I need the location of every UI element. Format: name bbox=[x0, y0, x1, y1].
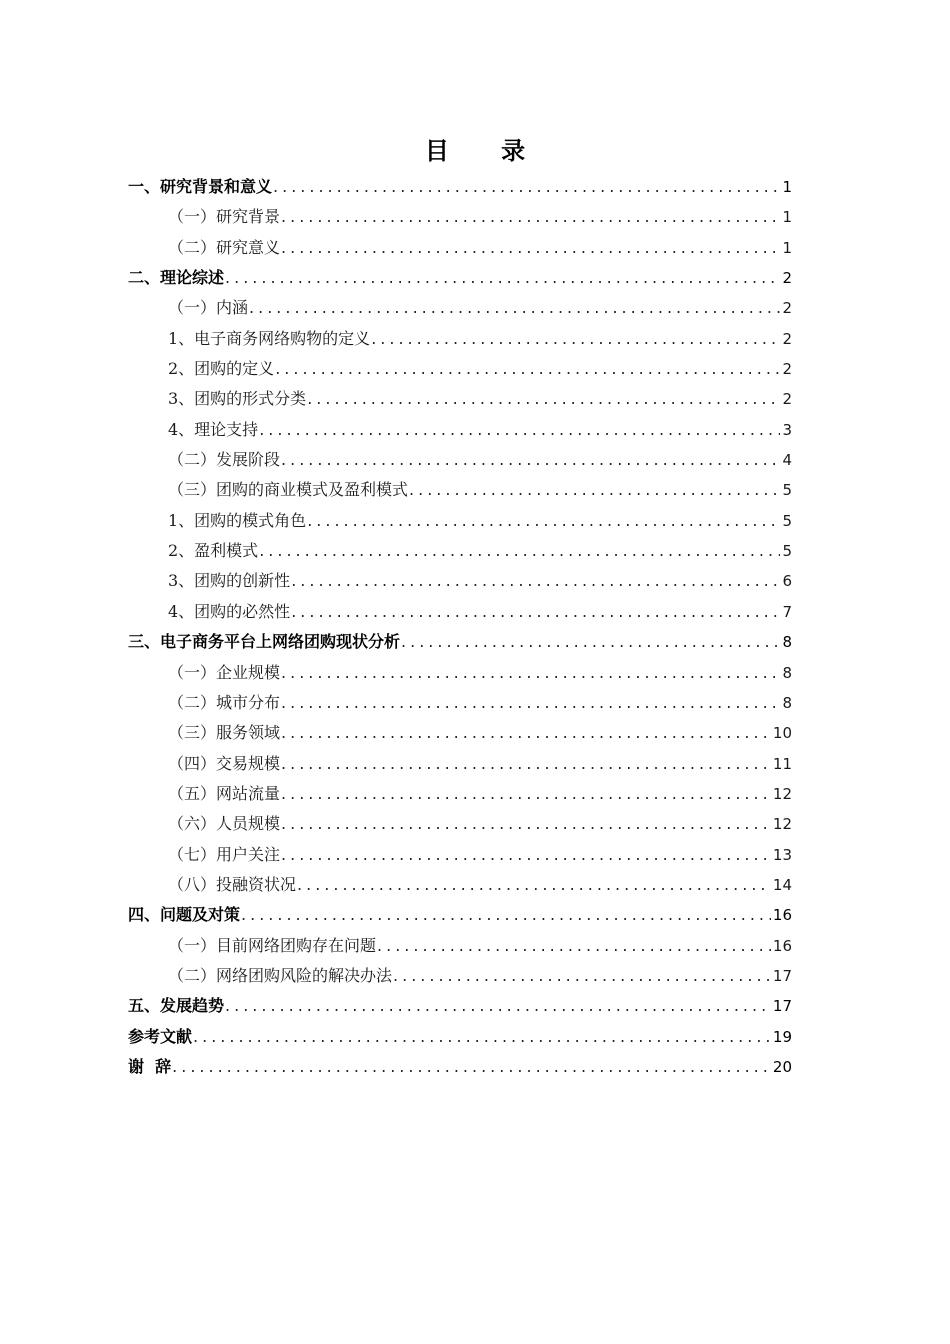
toc-entry-label: 4、团购的必然性 bbox=[168, 601, 291, 621]
toc-dot-leader bbox=[193, 1027, 771, 1046]
toc-dot-leader bbox=[281, 754, 771, 773]
toc-entry-label: 五、发展趋势 bbox=[128, 996, 225, 1016]
toc-page-number: 1 bbox=[782, 208, 792, 227]
toc-entry[interactable] bbox=[128, 781, 792, 811]
toc-title: 目 录 bbox=[424, 137, 548, 165]
toc-page-number: 12 bbox=[772, 815, 792, 834]
toc-entry-label: （一）企业规模 bbox=[168, 662, 281, 682]
toc-entry-label: （五）网站流量 bbox=[168, 783, 281, 803]
toc-page-number: 2 bbox=[782, 269, 792, 288]
toc-entry-label: 2、团购的定义 bbox=[168, 359, 275, 379]
toc-entry-label: （一）研究背景 bbox=[168, 207, 281, 227]
toc-dot-leader bbox=[377, 936, 771, 955]
toc-entry[interactable] bbox=[128, 356, 792, 386]
toc-page-number: 5 bbox=[782, 511, 792, 530]
toc-entry[interactable] bbox=[128, 295, 792, 325]
toc-page-number: 3 bbox=[782, 420, 792, 439]
toc-dot-leader bbox=[249, 298, 780, 317]
toc-entry[interactable] bbox=[128, 720, 792, 750]
toc-entry-label: 3、团购的创新性 bbox=[168, 571, 291, 591]
toc-entry[interactable] bbox=[128, 933, 792, 963]
toc-dot-leader bbox=[307, 511, 780, 530]
toc-entry[interactable] bbox=[128, 265, 792, 295]
toc-dot-leader bbox=[273, 177, 780, 196]
toc-page-number: 8 bbox=[782, 633, 792, 652]
toc-dot-leader bbox=[307, 389, 780, 408]
toc-page-number: 12 bbox=[772, 784, 792, 803]
toc-entry-label: 四、问题及对策 bbox=[128, 905, 241, 925]
table-of-contents bbox=[128, 174, 792, 1084]
toc-entry[interactable] bbox=[128, 477, 792, 507]
toc-entry-label: （四）交易规模 bbox=[168, 753, 281, 773]
toc-entry-label: （二）发展阶段 bbox=[168, 450, 281, 470]
toc-entry-label: 1、电子商务网络购物的定义 bbox=[168, 328, 371, 348]
toc-dot-leader bbox=[281, 450, 780, 469]
toc-entry[interactable] bbox=[128, 174, 792, 204]
toc-page-number: 10 bbox=[772, 724, 792, 743]
toc-entry[interactable] bbox=[128, 629, 792, 659]
toc-dot-leader bbox=[281, 207, 780, 226]
toc-dot-leader bbox=[259, 541, 780, 560]
toc-dot-leader bbox=[281, 845, 771, 864]
toc-entry-label: 一、研究背景和意义 bbox=[128, 177, 273, 196]
toc-page-number: 1 bbox=[782, 238, 792, 257]
toc-page-number: 2 bbox=[782, 329, 792, 348]
toc-entry[interactable] bbox=[128, 538, 792, 568]
toc-entry-label: 谢 辞 bbox=[128, 1056, 172, 1076]
toc-entry[interactable] bbox=[128, 902, 792, 932]
toc-page-number: 6 bbox=[782, 572, 792, 591]
toc-page-number: 11 bbox=[772, 754, 792, 773]
toc-page-number: 8 bbox=[782, 693, 792, 712]
toc-entry[interactable] bbox=[128, 599, 792, 629]
toc-dot-leader bbox=[281, 814, 771, 833]
toc-page-number: 1 bbox=[782, 178, 792, 196]
toc-dot-leader bbox=[281, 784, 771, 803]
toc-dot-leader bbox=[281, 693, 780, 712]
toc-entry[interactable] bbox=[128, 872, 792, 902]
toc-entry-label: （二）研究意义 bbox=[168, 237, 281, 257]
toc-page-number: 4 bbox=[782, 451, 792, 470]
toc-entry-label: （二）城市分布 bbox=[168, 692, 281, 712]
toc-entry[interactable] bbox=[128, 204, 792, 234]
toc-entry[interactable] bbox=[128, 1024, 792, 1054]
toc-dot-leader bbox=[291, 571, 780, 590]
toc-dot-leader bbox=[281, 238, 780, 257]
toc-dot-leader bbox=[225, 268, 780, 287]
toc-dot-leader bbox=[297, 875, 771, 894]
toc-entry[interactable] bbox=[128, 842, 792, 872]
toc-dot-leader bbox=[401, 632, 780, 651]
toc-entry-label: 1、团购的模式角色 bbox=[168, 510, 307, 530]
toc-dot-leader bbox=[172, 1057, 771, 1076]
toc-entry-label: （七）用户关注 bbox=[168, 844, 281, 864]
toc-dot-leader bbox=[393, 966, 771, 985]
toc-page-number: 8 bbox=[782, 663, 792, 682]
toc-page-number: 16 bbox=[772, 906, 792, 925]
toc-page-number: 17 bbox=[772, 997, 792, 1016]
toc-entry[interactable] bbox=[128, 963, 792, 993]
toc-page-number: 5 bbox=[782, 481, 792, 500]
toc-dot-leader bbox=[291, 602, 780, 621]
toc-page-number: 13 bbox=[772, 845, 792, 864]
toc-page-number: 2 bbox=[782, 299, 792, 318]
toc-dot-leader bbox=[275, 359, 780, 378]
toc-page-number: 2 bbox=[782, 360, 792, 379]
toc-dot-leader bbox=[371, 329, 780, 348]
toc-page-number: 5 bbox=[782, 542, 792, 561]
toc-dot-leader bbox=[259, 420, 780, 439]
toc-entry[interactable] bbox=[128, 993, 792, 1023]
toc-page-number: 7 bbox=[782, 602, 792, 621]
toc-entry-label: （二）网络团购风险的解决办法 bbox=[168, 965, 393, 985]
toc-entry-label: 3、团购的形式分类 bbox=[168, 389, 307, 409]
toc-entry-label: 三、电子商务平台上网络团购现状分析 bbox=[128, 632, 401, 652]
toc-entry-label: （六）人员规模 bbox=[168, 814, 281, 834]
toc-page-number: 2 bbox=[782, 390, 792, 409]
toc-entry-label: （三）服务领域 bbox=[168, 723, 281, 743]
toc-entry[interactable] bbox=[128, 326, 792, 356]
toc-entry-label: 4、理论支持 bbox=[168, 419, 259, 439]
toc-page-number: 16 bbox=[772, 936, 792, 955]
toc-page-number: 17 bbox=[772, 966, 792, 985]
toc-entry[interactable] bbox=[128, 568, 792, 598]
toc-dot-leader bbox=[241, 905, 771, 924]
toc-entry[interactable] bbox=[128, 417, 792, 447]
toc-entry[interactable] bbox=[128, 386, 792, 416]
toc-entry-label: 二、理论综述 bbox=[128, 268, 225, 288]
toc-entry-label: （一）目前网络团购存在问题 bbox=[168, 935, 377, 955]
toc-entry[interactable] bbox=[128, 1054, 792, 1084]
toc-entry-label: 参考文献 bbox=[128, 1026, 193, 1046]
toc-entry-label: （一）内涵 bbox=[168, 298, 249, 318]
toc-entry[interactable] bbox=[128, 508, 792, 538]
toc-entry-label: （八）投融资状况 bbox=[168, 874, 297, 894]
toc-entry[interactable] bbox=[128, 235, 792, 265]
toc-entry[interactable] bbox=[128, 447, 792, 477]
toc-page-number: 19 bbox=[772, 1027, 792, 1046]
toc-page-number: 14 bbox=[772, 875, 792, 894]
toc-entry[interactable] bbox=[128, 690, 792, 720]
toc-dot-leader bbox=[281, 663, 780, 682]
toc-dot-leader bbox=[281, 723, 771, 742]
toc-dot-leader bbox=[225, 996, 771, 1015]
toc-entry-label: 2、盈利模式 bbox=[168, 541, 259, 561]
toc-entry[interactable] bbox=[128, 660, 792, 690]
toc-entry[interactable] bbox=[128, 751, 792, 781]
toc-dot-leader bbox=[409, 480, 780, 499]
toc-entry[interactable] bbox=[128, 811, 792, 841]
toc-page-number: 20 bbox=[772, 1057, 792, 1076]
toc-entry-label: （三）团购的商业模式及盈利模式 bbox=[168, 480, 409, 500]
